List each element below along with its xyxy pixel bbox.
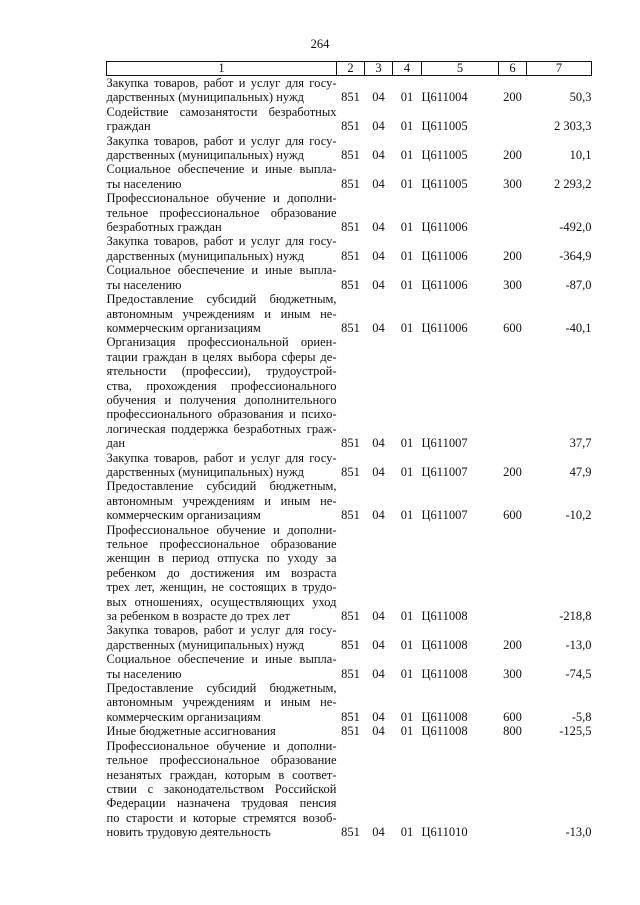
subsection-code: 01 bbox=[400, 248, 414, 263]
target-article-code: Ц611005 bbox=[421, 148, 468, 163]
section-code: 04 bbox=[372, 464, 385, 479]
description-line: тельное профессиональное образование bbox=[106, 537, 337, 551]
budget-table bbox=[106, 61, 592, 840]
table-row bbox=[107, 263, 592, 292]
subsection-code: 01 bbox=[400, 277, 414, 292]
description-line: коммерческим организациям bbox=[106, 709, 261, 724]
column-header: 7 bbox=[527, 62, 592, 76]
expense-type-code: 300 bbox=[503, 277, 522, 292]
section-code: 04 bbox=[372, 436, 385, 451]
table-body bbox=[107, 76, 592, 840]
expense-type-code: 200 bbox=[503, 464, 522, 479]
table-row bbox=[107, 134, 592, 163]
description-line: Предоставление субсидий бюджетным, bbox=[106, 479, 337, 494]
section-code: 04 bbox=[372, 119, 385, 134]
target-article-code: Ц611008 bbox=[421, 666, 468, 681]
table-row bbox=[107, 479, 592, 522]
description-line: дарственных (муниципальных) нужд bbox=[106, 148, 304, 163]
amount: -87,0 bbox=[565, 277, 592, 292]
amount: 47,9 bbox=[569, 464, 592, 479]
amount: 2 293,2 bbox=[554, 176, 592, 191]
description-line: вых отношениях, осуществляющих уход bbox=[106, 594, 337, 609]
description-line: логическая поддержка безработных граж- bbox=[106, 421, 337, 436]
row-description bbox=[107, 724, 337, 738]
section-code: 04 bbox=[372, 666, 385, 681]
subsection-code: 01 bbox=[400, 666, 414, 681]
description-line: профессионального образования и психо- bbox=[106, 407, 337, 422]
subsection-code: 01 bbox=[400, 508, 414, 523]
amount: -74,5 bbox=[565, 666, 592, 681]
description-line: Содействие самозанятости безработных bbox=[106, 104, 337, 119]
row-description bbox=[107, 681, 337, 724]
grbs-code: 851 bbox=[341, 508, 360, 523]
expense-type-code bbox=[499, 105, 527, 134]
target-article-code: Ц611004 bbox=[421, 90, 468, 105]
header-row bbox=[107, 62, 592, 76]
description-line: ребенком до достижения им возраста bbox=[106, 565, 337, 580]
description-line: тельное профессиональное образование bbox=[106, 753, 337, 768]
description-line: тельное профессиональное образование bbox=[106, 205, 337, 220]
expense-type-code: 600 bbox=[503, 508, 522, 523]
section-code: 04 bbox=[372, 277, 385, 292]
description-line: ты населению bbox=[106, 666, 182, 681]
expense-type-code: 200 bbox=[503, 148, 522, 163]
description-line: дарственных (муниципальных) нужд bbox=[106, 464, 304, 479]
page-number: 264 bbox=[310, 37, 330, 51]
grbs-code: 851 bbox=[341, 148, 360, 163]
table-row bbox=[107, 105, 592, 134]
expense-type-code: 800 bbox=[503, 724, 522, 739]
grbs-code: 851 bbox=[341, 637, 360, 652]
table-row bbox=[107, 292, 592, 335]
row-description bbox=[107, 451, 337, 480]
description-line: коммерческим организациям bbox=[106, 320, 261, 335]
expense-type-code: 600 bbox=[503, 709, 522, 724]
target-article-code: Ц611008 bbox=[421, 609, 468, 624]
description-line: Закупка товаров, работ и услуг для госу- bbox=[106, 450, 337, 465]
expense-type-code: 300 bbox=[503, 666, 522, 681]
table-row bbox=[107, 191, 592, 234]
grbs-code: 851 bbox=[341, 220, 360, 235]
description-line: Федерации назначена трудовая пенсия bbox=[106, 796, 337, 811]
target-article-code: Ц611006 bbox=[421, 220, 468, 235]
target-article-code: Ц611007 bbox=[421, 508, 468, 523]
section-code: 04 bbox=[372, 320, 385, 335]
description-line: дан bbox=[106, 436, 126, 451]
amount: 50,3 bbox=[569, 90, 592, 105]
expense-type-code: 300 bbox=[503, 176, 522, 191]
expense-type-code: 200 bbox=[503, 637, 522, 652]
description-line: тации граждан в целях выбора сферы де- bbox=[106, 349, 337, 364]
description-line: дарственных (муниципальных) нужд bbox=[106, 248, 304, 263]
row-description bbox=[107, 134, 337, 163]
description-line: Закупка товаров, работ и услуг для госу- bbox=[106, 623, 337, 638]
row-description bbox=[107, 292, 337, 335]
expense-type-code bbox=[499, 335, 527, 450]
row-description bbox=[107, 335, 337, 450]
amount: -364,9 bbox=[559, 248, 592, 263]
grbs-code: 851 bbox=[341, 176, 360, 191]
row-description bbox=[107, 76, 337, 105]
table-row bbox=[107, 523, 592, 624]
subsection-code: 01 bbox=[400, 90, 414, 105]
description-line: Профессиональное обучение и дополни- bbox=[106, 522, 337, 537]
expense-type-code: 200 bbox=[503, 90, 522, 105]
table-row bbox=[107, 724, 592, 738]
row-description bbox=[107, 739, 337, 840]
target-article-code: Ц611007 bbox=[421, 436, 468, 451]
row-description bbox=[107, 523, 337, 624]
subsection-code: 01 bbox=[400, 609, 414, 624]
description-line: Социальное обеспечение и иные выпла- bbox=[106, 162, 337, 177]
description-line: ства, прохождения профессионального bbox=[106, 378, 337, 393]
target-article-code: Ц611006 bbox=[421, 320, 468, 335]
subsection-code: 01 bbox=[400, 436, 414, 451]
target-article-code: Ц611008 bbox=[421, 637, 468, 652]
row-description bbox=[107, 191, 337, 234]
subsection-code: 01 bbox=[400, 709, 414, 724]
table-row bbox=[107, 234, 592, 263]
table-row bbox=[107, 162, 592, 191]
expense-type-code bbox=[499, 523, 527, 624]
row-description bbox=[107, 263, 337, 292]
column-header: 6 bbox=[499, 62, 527, 76]
expense-type-code: 600 bbox=[503, 320, 522, 335]
description-line: новить трудовую деятельность bbox=[106, 825, 271, 840]
grbs-code: 851 bbox=[341, 609, 360, 624]
subsection-code: 01 bbox=[400, 220, 414, 235]
row-description bbox=[107, 234, 337, 263]
grbs-code: 851 bbox=[341, 709, 360, 724]
target-article-code: Ц611006 bbox=[421, 248, 468, 263]
target-article-code: Ц611008 bbox=[421, 724, 468, 739]
subsection-code: 01 bbox=[400, 176, 414, 191]
section-code: 04 bbox=[372, 709, 385, 724]
section-code: 04 bbox=[372, 90, 385, 105]
description-line: ствии с законодательством Российской bbox=[106, 781, 337, 796]
section-code: 04 bbox=[372, 609, 385, 624]
grbs-code: 851 bbox=[341, 277, 360, 292]
description-line: трех лет, женщин, не состоящих в трудо- bbox=[106, 580, 337, 595]
description-line: Социальное обеспечение и иные выпла- bbox=[106, 652, 337, 667]
description-line: автономным учреждениям и иным не- bbox=[106, 493, 337, 508]
amount: -40,1 bbox=[565, 320, 592, 335]
section-code: 04 bbox=[372, 637, 385, 652]
target-article-code: Ц611005 bbox=[421, 119, 468, 134]
expense-type-code bbox=[499, 191, 527, 234]
amount: 2 303,3 bbox=[554, 119, 592, 134]
table-row bbox=[107, 451, 592, 480]
section-code: 04 bbox=[372, 248, 385, 263]
amount: -10,2 bbox=[565, 508, 592, 523]
description-line: Предоставление субсидий бюджетным, bbox=[106, 292, 337, 307]
row-description bbox=[107, 162, 337, 191]
grbs-code: 851 bbox=[341, 90, 360, 105]
target-article-code: Ц611008 bbox=[421, 709, 468, 724]
subsection-code: 01 bbox=[400, 320, 414, 335]
subsection-code: 01 bbox=[400, 637, 414, 652]
column-header: 3 bbox=[365, 62, 393, 76]
section-code: 04 bbox=[372, 724, 385, 739]
grbs-code: 851 bbox=[341, 248, 360, 263]
grbs-code: 851 bbox=[341, 825, 360, 840]
description-line: ты населению bbox=[106, 176, 182, 191]
amount: -218,8 bbox=[559, 609, 592, 624]
column-header: 2 bbox=[337, 62, 365, 76]
grbs-code: 851 bbox=[341, 119, 360, 134]
description-line: Предоставление субсидий бюджетным, bbox=[106, 681, 337, 696]
expense-type-code: 200 bbox=[503, 248, 522, 263]
description-line: Закупка товаров, работ и услуг для госу- bbox=[106, 133, 337, 148]
subsection-code: 01 bbox=[400, 464, 414, 479]
amount: -5,8 bbox=[571, 709, 592, 724]
description-line: за ребенком в возрасте до трех лет bbox=[106, 609, 290, 624]
subsection-code: 01 bbox=[400, 825, 414, 840]
description-line: Организация профессиональной ориен- bbox=[106, 335, 337, 350]
table-row bbox=[107, 76, 592, 105]
section-code: 04 bbox=[372, 148, 385, 163]
description-line: дарственных (муниципальных) нужд bbox=[106, 637, 304, 652]
subsection-code: 01 bbox=[400, 724, 414, 739]
table-row bbox=[107, 623, 592, 652]
target-article-code: Ц611006 bbox=[421, 277, 468, 292]
description-line: женщин в период отпуска по уходу за bbox=[106, 551, 337, 566]
amount: -492,0 bbox=[559, 220, 592, 235]
section-code: 04 bbox=[372, 176, 385, 191]
description-line: автономным учреждениям и иным не- bbox=[106, 695, 337, 710]
description-line: по старости и которые стремятся возоб- bbox=[106, 810, 337, 825]
column-header: 4 bbox=[393, 62, 422, 76]
amount: 37,7 bbox=[569, 436, 592, 451]
subsection-code: 01 bbox=[400, 148, 414, 163]
description-line: незанятых граждан, которым в соответ- bbox=[106, 767, 337, 782]
target-article-code: Ц611007 bbox=[421, 464, 468, 479]
amount: 10,1 bbox=[569, 148, 592, 163]
amount: -13,0 bbox=[565, 825, 592, 840]
section-code: 04 bbox=[372, 508, 385, 523]
target-article-code: Ц611005 bbox=[421, 176, 468, 191]
description-line: автономным учреждениям и иным не- bbox=[106, 306, 337, 321]
amount: -125,5 bbox=[559, 724, 592, 739]
amount: -13,0 bbox=[565, 637, 592, 652]
expense-type-code bbox=[499, 739, 527, 840]
table-row bbox=[107, 335, 592, 450]
description-line: Профессиональное обучение и дополни- bbox=[106, 191, 337, 206]
description-line: Социальное обеспечение и иные выпла- bbox=[106, 263, 337, 278]
table-row bbox=[107, 681, 592, 724]
section-code: 04 bbox=[372, 220, 385, 235]
target-article-code: Ц611010 bbox=[421, 825, 468, 840]
description-line: Иные бюджетные ассигнования bbox=[106, 724, 276, 739]
description-line: Закупка товаров, работ и услуг для госу- bbox=[106, 234, 337, 249]
grbs-code: 851 bbox=[341, 666, 360, 681]
table-row bbox=[107, 652, 592, 681]
row-description bbox=[107, 652, 337, 681]
table-row bbox=[107, 739, 592, 840]
description-line: ятельности (профессии), трудоустрой- bbox=[106, 364, 337, 379]
description-line: Закупка товаров, работ и услуг для госу- bbox=[106, 76, 337, 90]
grbs-code: 851 bbox=[341, 436, 360, 451]
grbs-code: 851 bbox=[341, 320, 360, 335]
row-description bbox=[107, 479, 337, 522]
description-line: ты населению bbox=[106, 277, 182, 292]
description-line: обучения и получения дополнительного bbox=[106, 392, 337, 407]
description-line: безработных граждан bbox=[106, 220, 222, 235]
description-line: граждан bbox=[106, 119, 151, 134]
column-header: 1 bbox=[107, 62, 337, 76]
grbs-code: 851 bbox=[341, 464, 360, 479]
description-line: коммерческим организациям bbox=[106, 508, 261, 523]
description-line: дарственных (муниципальных) нужд bbox=[106, 90, 304, 105]
grbs-code: 851 bbox=[341, 724, 360, 739]
row-description bbox=[107, 623, 337, 652]
description-line: Профессиональное обучение и дополни- bbox=[106, 738, 337, 753]
subsection-code: 01 bbox=[400, 119, 414, 134]
column-header: 5 bbox=[422, 62, 499, 76]
row-description bbox=[107, 105, 337, 134]
section-code: 04 bbox=[372, 825, 385, 840]
